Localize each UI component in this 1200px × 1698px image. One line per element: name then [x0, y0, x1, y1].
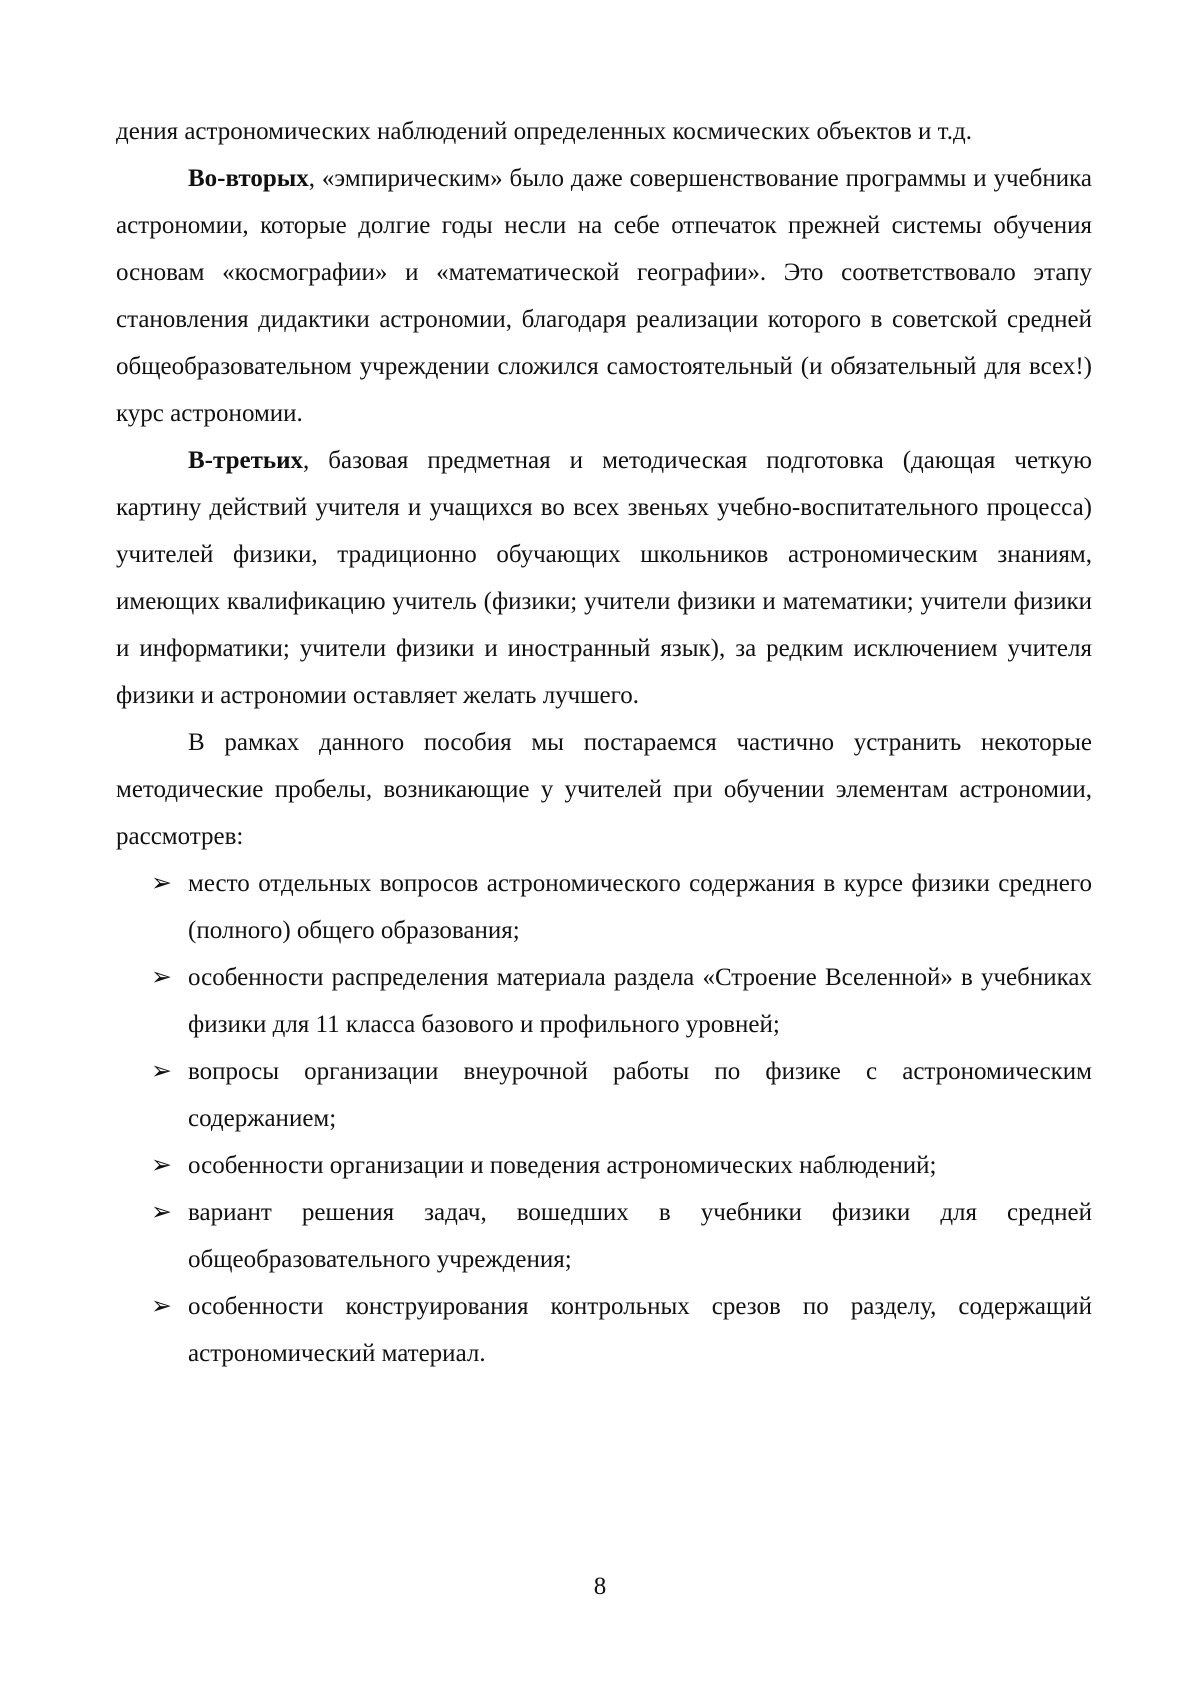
paragraph-continuation: дения астрономических наблюдений определенных космических объектов и т.д.	[116, 118, 972, 145]
list-item-text: вопросы организации внеурочной работы по физике с астрономическим содержанием;	[188, 1058, 1092, 1132]
page-number: 8	[593, 1573, 607, 1600]
list-item	[116, 954, 1092, 1048]
list-item	[116, 1283, 1092, 1377]
arrow-bullet-icon: ➢	[151, 1199, 172, 1226]
list-item-text: особенности организации и поведения астрономических наблюдений;	[188, 1152, 937, 1179]
paragraph-lead-secondly: Во-вторых	[188, 165, 309, 192]
arrow-bullet-icon: ➢	[151, 870, 172, 897]
arrow-bullet-icon: ➢	[151, 964, 172, 991]
list-item	[116, 860, 1092, 954]
list-item-text: вариант решения задач, вошедших в учебники физики для средней общеобразовательного учреждения;	[188, 1199, 1092, 1273]
list-item-text: особенности конструирования контрольных срезов по разделу, содержащий астрономический материал.	[188, 1293, 1092, 1367]
list-item	[116, 1189, 1092, 1283]
list-item	[116, 1142, 1092, 1189]
paragraph-thirdly	[116, 437, 1092, 719]
paragraph-lead-thirdly: В-третьих	[188, 447, 303, 474]
topic-list	[116, 860, 1092, 1377]
list-item-text: место отдельных вопросов астрономического содержания в курсе физики среднего (полного) общего образования;	[188, 870, 1092, 944]
arrow-bullet-icon: ➢	[151, 1293, 172, 1320]
paragraph-intro-list: В рамках данного пособия мы постараемся частично устранить некоторые методические пробелы, возникающие у учителей при обучении элементам астрономии, рассмотрев:	[116, 729, 1092, 850]
arrow-bullet-icon: ➢	[151, 1152, 172, 1179]
paragraph-body-thirdly: , базовая предметная и методическая подготовка (дающая четкую картину действий учителя и учащихся во всех звеньях учебно-воспитательного процесса) учителей физики, традиционно обучающих школьников астрономическим знаниям, имеющих квалификацию учитель (физики; учители физики и математики; учители физики и информатики; учители физики и иностранный язык), за редким исключением учителя физики и астрономии оставляет желать лучшего.	[116, 447, 1092, 709]
body-text	[116, 108, 1092, 1377]
list-item	[116, 1048, 1092, 1142]
list-item-text: особенности распределения материала раздела «Строение Вселенной» в учебниках физики для 11 класса базового и профильного уровней;	[188, 964, 1092, 1038]
arrow-bullet-icon: ➢	[151, 1058, 172, 1085]
paragraph-secondly	[116, 155, 1092, 437]
paragraph-body-secondly: , «эмпирическим» было даже совершенствование программы и учебника астрономии, которые долгие годы несли на себе отпечаток прежней системы обучения основам «космографии» и «математической географии». Это соответствовало этапу становления дидактики астрономии, благодаря реализации которого в советской средней общеобразовательном учреждении сложился самостоятельный (и обязательный для всех!) курс астрономии.	[116, 165, 1092, 427]
